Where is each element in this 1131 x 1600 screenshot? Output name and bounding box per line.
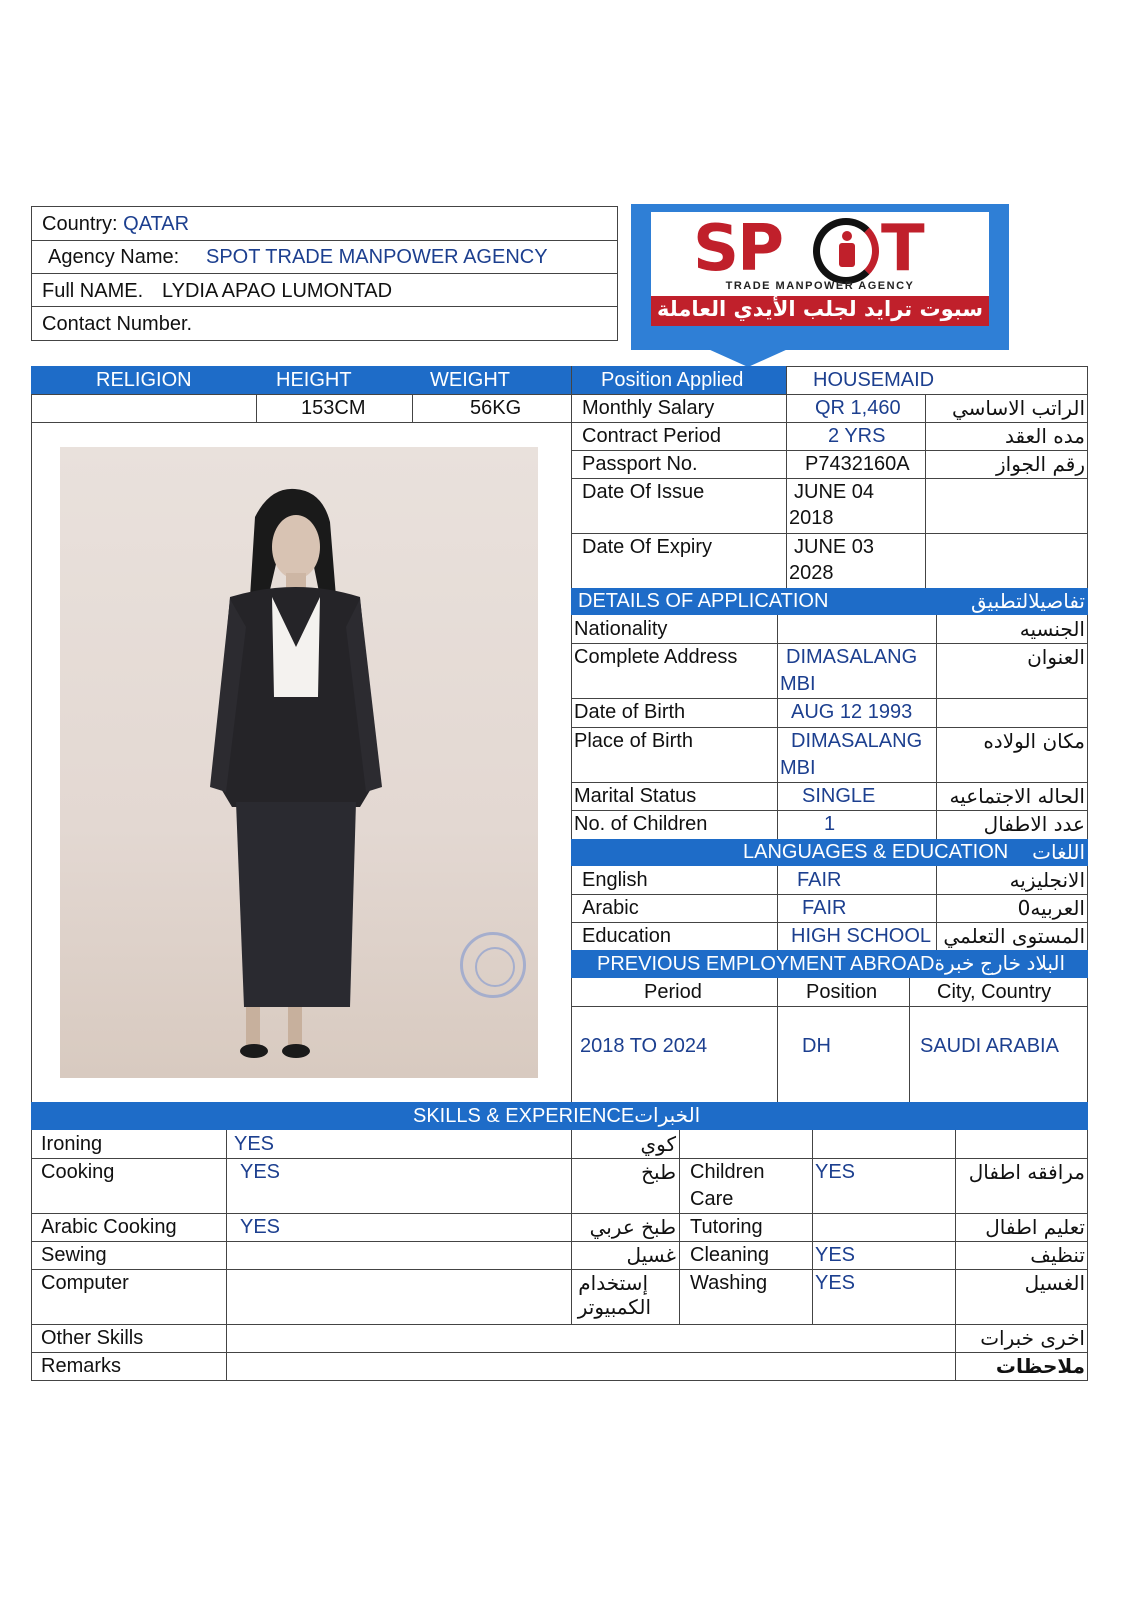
salary-label: Monthly Salary xyxy=(582,397,715,419)
skill-children-care-label-2: Care xyxy=(690,1188,734,1210)
religion-header: RELIGION xyxy=(96,369,192,391)
fullname-label: Full NAME. xyxy=(42,280,144,302)
fullname-value: LYDIA APAO LUMONTAD xyxy=(162,280,393,302)
english-label-ar: الانجليزيه xyxy=(1009,868,1085,892)
passport-label: Passport No. xyxy=(582,453,698,475)
address-label-ar: العنوان xyxy=(1027,645,1085,669)
issue-date-value-1: JUNE 04 xyxy=(794,481,875,503)
skill-tutoring-ar: تعليم اطفال xyxy=(985,1215,1085,1239)
weight-header: WEIGHT xyxy=(430,369,510,391)
skill-cooking-value: YES xyxy=(240,1161,281,1183)
pob-label: Place of Birth xyxy=(574,730,693,752)
expiry-date-value-2: 2028 xyxy=(789,562,834,584)
children-label-ar: عدد الاطفال xyxy=(983,812,1085,836)
address-value-1: DIMASALANG xyxy=(786,646,918,668)
country-value: QATAR xyxy=(123,213,190,235)
application-header-title: DETAILS OF APPLICATION xyxy=(578,590,829,612)
salary-label-ar: الراتب الاساسي xyxy=(951,396,1085,420)
weight-value: 56KG xyxy=(470,397,522,419)
nationality-label: Nationality xyxy=(574,618,668,640)
skill-cooking-ar: طبخ xyxy=(641,1160,676,1184)
skill-arabic-cooking-value: YES xyxy=(240,1216,281,1238)
address-label: Complete Address xyxy=(574,646,738,668)
applicant-photo xyxy=(60,447,538,1078)
dob-label: Date of Birth xyxy=(574,701,686,723)
arabic-value: FAIR xyxy=(802,897,847,919)
agency-row xyxy=(48,244,179,271)
pob-value-2: MBI xyxy=(780,757,816,779)
skill-ironing-value: YES xyxy=(234,1133,275,1155)
skill-cleaning-label: Cleaning xyxy=(690,1244,769,1266)
height-header: HEIGHT xyxy=(276,369,352,391)
employment-city-header: City, Country xyxy=(937,981,1052,1003)
skills-header-title: SKILLS & EXPERIENCEالخبرات xyxy=(413,1105,701,1127)
skill-washing-ar: الغسيل xyxy=(1024,1271,1085,1295)
logo-brand-left: SP xyxy=(693,212,782,286)
stamp-seal-icon xyxy=(460,932,526,998)
contract-period-label-ar: مده العقد xyxy=(1005,424,1085,448)
skill-washing-label: Washing xyxy=(690,1272,768,1294)
employment-period-header: Period xyxy=(644,981,702,1003)
logo-tagline: TRADE MANPOWER AGENCY xyxy=(725,280,915,292)
english-value: FAIR xyxy=(797,869,842,891)
arabic-label-ar: العربيه0 xyxy=(1017,896,1085,920)
skill-ironing-ar: كوي xyxy=(640,1132,676,1156)
employment-position-header: Position xyxy=(806,981,878,1003)
skill-computer-ar-2: الكمبيوتر xyxy=(577,1295,651,1319)
skill-sewing-label: Sewing xyxy=(41,1244,107,1266)
remarks-ar: ملاحظات xyxy=(995,1354,1085,1378)
languages-header-ar: اللغات xyxy=(1032,840,1085,864)
logo-mark-icon xyxy=(813,218,879,284)
skill-arabic-cooking-label: Arabic Cooking xyxy=(41,1216,177,1238)
application-header-ar: تفاصيلالتطبيق xyxy=(970,589,1085,613)
skill-children-care-label-1: Children xyxy=(690,1161,765,1183)
agency-label: Agency Name: xyxy=(48,246,180,268)
languages-header-title: LANGUAGES & EDUCATION xyxy=(743,841,1009,863)
issue-date-value-2: 2018 xyxy=(789,507,834,529)
contact-label: Contact Number. xyxy=(42,313,193,335)
education-label-ar: المستوى التعلمي xyxy=(943,924,1085,948)
other-skills-ar: اخرى خبرات xyxy=(980,1326,1085,1350)
contract-period-value: 2 YRS xyxy=(828,425,886,447)
employment-position-value: DH xyxy=(802,1035,831,1057)
pob-value-1: DIMASALANG xyxy=(791,730,923,752)
skill-computer-ar-1: إستخدام xyxy=(578,1271,648,1295)
employment-header-title: PREVIOUS EMPLOYMENT ABROADالبلاد خارج خبرة xyxy=(597,953,1066,975)
other-skills-label: Other Skills xyxy=(41,1327,144,1349)
skill-washing-value: YES xyxy=(815,1272,856,1294)
marital-value: SINGLE xyxy=(802,785,876,807)
marital-label: Marital Status xyxy=(574,785,697,807)
skill-cleaning-value: YES xyxy=(815,1244,856,1266)
skill-children-care-ar: مرافقه اطفال xyxy=(968,1160,1085,1184)
dob-value: AUG 12 1993 xyxy=(791,701,913,723)
passport-value: P7432160A xyxy=(805,453,910,475)
position-value: HOUSEMAID xyxy=(813,369,935,391)
skill-cooking-label: Cooking xyxy=(41,1161,115,1183)
logo-brand-right: T xyxy=(881,212,925,286)
passport-label-ar: رقم الجواز xyxy=(996,452,1085,476)
skill-ironing-label: Ironing xyxy=(41,1133,103,1155)
skill-sewing-ar: غسيل xyxy=(626,1243,676,1267)
skill-arabic-cooking-ar: طبخ عربي xyxy=(589,1215,676,1239)
expiry-date-label: Date Of Expiry xyxy=(582,536,713,558)
skill-cleaning-ar: تنظيف xyxy=(1030,1243,1085,1267)
agency-logo xyxy=(631,204,1009,350)
agency-value: SPOT TRADE MANPOWER AGENCY xyxy=(206,246,548,268)
skill-computer-label: Computer xyxy=(41,1272,129,1294)
remarks-label: Remarks xyxy=(41,1355,122,1377)
skill-children-care-value: YES xyxy=(815,1161,856,1183)
country-row xyxy=(42,211,189,238)
children-value: 1 xyxy=(824,813,836,835)
height-value: 153CM xyxy=(301,397,366,419)
pob-label-ar: مكان الولاده xyxy=(983,729,1085,753)
logo-callout-pointer xyxy=(708,349,788,367)
children-label: No. of Children xyxy=(574,813,708,835)
employment-period-value: 2018 TO 2024 xyxy=(580,1035,708,1057)
marital-label-ar: الحاله الاجتماعيه xyxy=(949,784,1085,808)
education-value: HIGH SCHOOL xyxy=(791,925,932,947)
salary-value: QR 1,460 xyxy=(815,397,901,419)
expiry-date-value-1: JUNE 03 xyxy=(794,536,875,558)
employment-city-value: SAUDI ARABIA xyxy=(920,1035,1059,1057)
issue-date-label: Date Of Issue xyxy=(582,481,705,503)
education-label: Education xyxy=(582,925,671,947)
arabic-label: Arabic xyxy=(582,897,639,919)
skill-tutoring-label: Tutoring xyxy=(690,1216,763,1238)
position-header: Position Applied xyxy=(601,369,744,391)
contract-period-label: Contract Period xyxy=(582,425,721,447)
country-label: Country: xyxy=(42,213,118,235)
english-label: English xyxy=(582,869,648,891)
address-value-2: MBI xyxy=(780,673,816,695)
logo-arabic: سبوت ترايد لجلب الأيدي العاملة xyxy=(657,297,983,321)
nationality-label-ar: الجنسيه xyxy=(1019,617,1085,641)
